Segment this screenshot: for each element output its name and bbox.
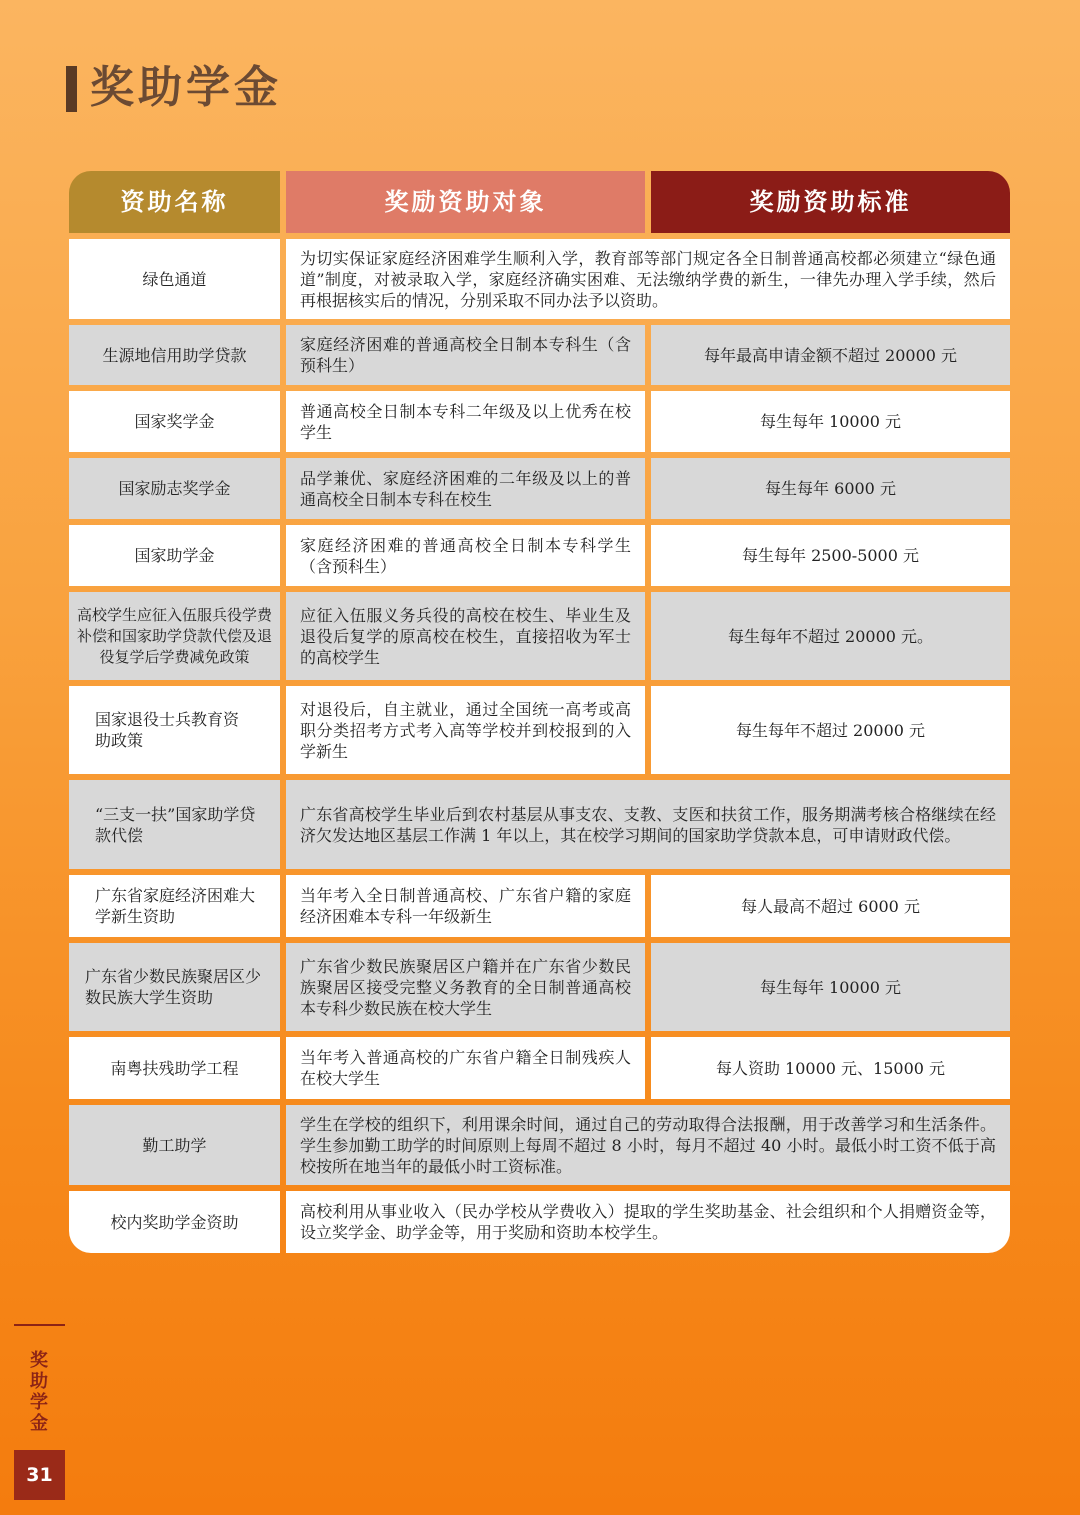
row-three-supports-target: 广东省高校学生毕业后到农村基层从事支农、支教、支医和扶贫工作，服务期满考核合格继续在经济欠发达地区基层工作满 1 年以上，其在校学习期间的国家助学贷款本息，可申请财政代偿。: [286, 780, 1010, 869]
row-inspirational-scholarship-name: 国家励志奖学金: [69, 458, 280, 519]
row-national-scholarship-name: 国家奖学金: [69, 391, 280, 452]
row-disability-aid-name: 南粤扶残助学工程: [69, 1037, 280, 1099]
side-section-label: 奖助学金: [30, 1350, 48, 1434]
row-disability-aid-standard: 每人资助 10000 元、15000 元: [651, 1037, 1010, 1099]
header-aid-target: 奖励资助对象: [286, 171, 645, 233]
row-national-grant-name: 国家助学金: [69, 525, 280, 586]
row-student-loan-standard: 每年最高申请金额不超过 20000 元: [651, 325, 1010, 385]
row-inspirational-scholarship-target: 品学兼优、家庭经济困难的二年级及以上的普通高校全日制本专科在校生: [286, 458, 645, 519]
row-national-grant-target: 家庭经济困难的普通高校全日制本专科学生（含预科生）: [286, 525, 645, 586]
row-military-compensation-name: 高校学生应征入伍服兵役学费补偿和国家助学贷款代偿及退役复学后学费减免政策: [69, 592, 280, 680]
row-inspirational-scholarship-standard: 每生每年 6000 元: [651, 458, 1010, 519]
aid-table: [69, 171, 1010, 1253]
row-veteran-education-target: 对退役后，自主就业，通过全国统一高考或高职分类招考方式考入高等学校并到校报到的入学新生: [286, 686, 645, 774]
row-veteran-education-standard: 每生每年不超过 20000 元: [651, 686, 1010, 774]
header-aid-name: 资助名称: [69, 171, 280, 233]
row-military-compensation-standard: 每生每年不超过 20000 元。: [651, 592, 1010, 680]
row-veteran-education-name: 国家退役士兵教育资助政策: [69, 686, 280, 774]
page-title: 奖助学金: [90, 62, 282, 113]
row-student-loan-target: 家庭经济困难的普通高校全日制本专科生（含预科生）: [286, 325, 645, 385]
row-campus-scholarship-target: 高校利用从事业收入（民办学校从学费收入）提取的学生奖助基金、社会组织和个人捐赠资金等，设立奖学金、助学金等，用于奖励和资助本校学生。: [286, 1191, 1010, 1253]
side-divider: [14, 1324, 65, 1326]
row-work-study-name: 勤工助学: [69, 1105, 280, 1185]
row-campus-scholarship-name: 校内奖助学金资助: [69, 1191, 280, 1253]
row-national-scholarship-target: 普通高校全日制本专科二年级及以上优秀在校学生: [286, 391, 645, 452]
row-guangdong-freshman-name: 广东省家庭经济困难大学新生资助: [69, 875, 280, 937]
row-green-channel-target: 为切实保证家庭经济困难学生顺利入学，教育部等部门规定各全日制普通高校都必须建立“绿色通道”制度，对被录取入学，家庭经济确实困难、无法缴纳学费的新生，一律先办理入学手续，然后再根据核实后的情况，分别采取不同办法予以资助。: [286, 239, 1010, 319]
row-three-supports-name: “三支一扶”国家助学贷款代偿: [69, 780, 280, 869]
row-disability-aid-target: 当年考入普通高校的广东省户籍全日制残疾人在校大学生: [286, 1037, 645, 1099]
row-national-grant-standard: 每生每年 2500-5000 元: [651, 525, 1010, 586]
row-student-loan-name: 生源地信用助学贷款: [69, 325, 280, 385]
row-green-channel-name: 绿色通道: [69, 239, 280, 319]
row-minority-aid-name: 广东省少数民族聚居区少数民族大学生资助: [69, 943, 280, 1031]
header-aid-standard: 奖励资助标准: [651, 171, 1010, 233]
row-military-compensation-target: 应征入伍服义务兵役的高校在校生、毕业生及退役后复学的原高校在校生，直接招收为军士的高校学生: [286, 592, 645, 680]
page-number: 31: [14, 1450, 65, 1500]
row-work-study-target: 学生在学校的组织下，利用课余时间，通过自己的劳动取得合法报酬，用于改善学习和生活条件。学生参加勤工助学的时间原则上每周不超过 8 小时，每月不超过 40 小时。最低小时工资不低于高校按所在地当年的最低小时工资标准。: [286, 1105, 1010, 1185]
row-guangdong-freshman-target: 当年考入全日制普通高校、广东省户籍的家庭经济困难本专科一年级新生: [286, 875, 645, 937]
row-guangdong-freshman-standard: 每人最高不超过 6000 元: [651, 875, 1010, 937]
row-minority-aid-standard: 每生每年 10000 元: [651, 943, 1010, 1031]
row-national-scholarship-standard: 每生每年 10000 元: [651, 391, 1010, 452]
title-accent-bar: [66, 66, 77, 112]
row-minority-aid-target: 广东省少数民族聚居区户籍并在广东省少数民族聚居区接受完整义务教育的全日制普通高校本专科少数民族在校大学生: [286, 943, 645, 1031]
